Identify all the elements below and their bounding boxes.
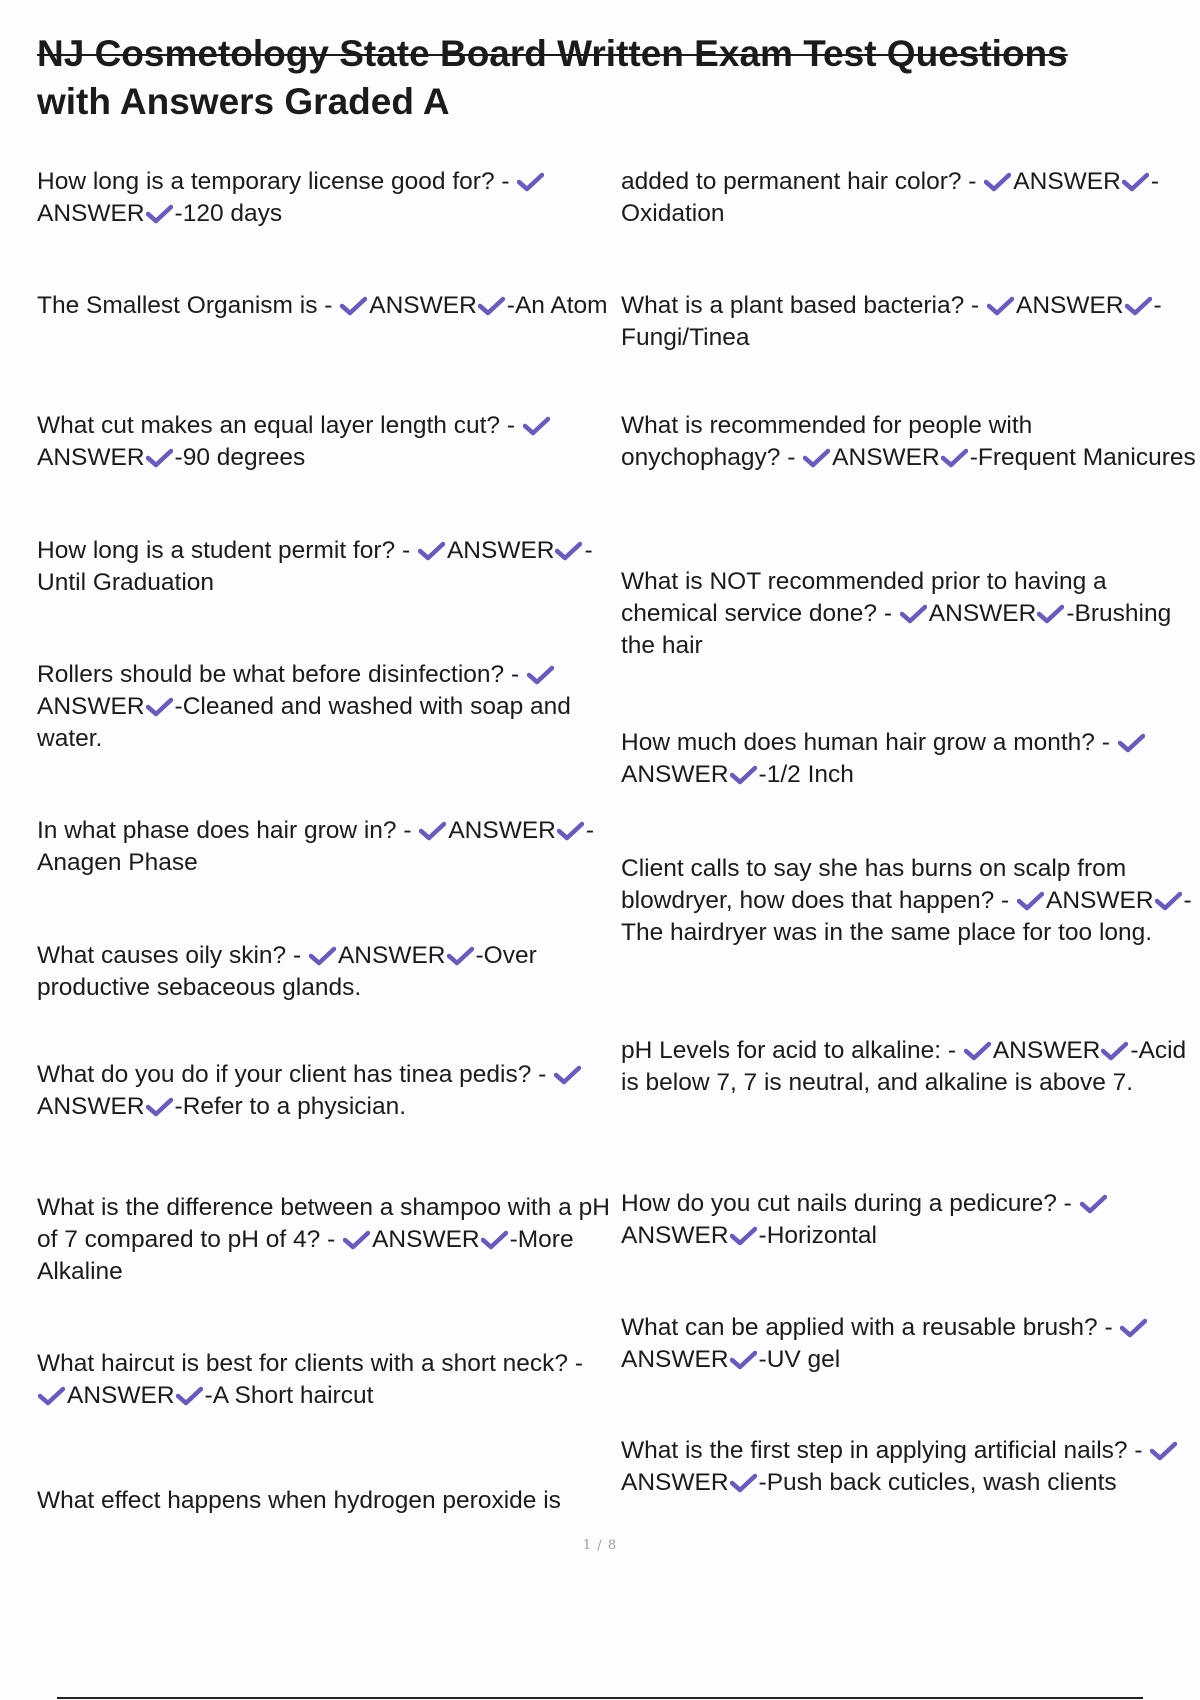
checkmark-icon: [941, 448, 968, 468]
answer-marker: ANSWER: [37, 200, 145, 227]
checkmark-icon: [557, 821, 584, 841]
qa-item: [37, 535, 612, 599]
question-text: What haircut is best for clients with a short neck? -: [37, 1350, 584, 1377]
page-number: 1 / 8: [582, 1538, 618, 1553]
question-text: How long is a student permit for? -: [37, 537, 411, 564]
qa-item: [37, 1348, 612, 1412]
answer-marker: ANSWER: [1013, 168, 1121, 195]
answer-marker: ANSWER: [621, 1346, 729, 1373]
answer-text: -The hairdryer was in the same place for too long.: [621, 887, 1192, 946]
question-text: What can be applied with a reusable brush? -: [621, 1314, 1113, 1341]
question-text: What causes oily skin? -: [37, 942, 302, 969]
answer-text: -Fungi/Tinea: [621, 292, 1162, 351]
checkmark-icon: [146, 204, 173, 224]
answer-marker: ANSWER: [1045, 887, 1154, 914]
answer-marker: ANSWER: [67, 1382, 175, 1409]
answer-marker: ANSWER: [37, 693, 145, 720]
checkmark-icon: [517, 172, 544, 192]
qa-item: [37, 1059, 612, 1123]
question-text: What cut makes an equal layer length cut? -: [37, 412, 516, 439]
checkmark-icon: [478, 296, 505, 316]
answer-marker: ANSWER: [928, 600, 1037, 627]
checkmark-icon: [418, 541, 445, 561]
checkmark-icon: [964, 1041, 991, 1061]
document-title: [37, 30, 1167, 126]
qa-item: [621, 566, 1196, 662]
answer-text: -Cleaned and washed with soap and water.: [37, 693, 571, 752]
question-text: What is a plant based bacteria? -: [621, 292, 980, 319]
checkmark-icon: [1017, 891, 1044, 911]
answer-text: -A Short haircut: [204, 1382, 374, 1409]
question-text: What do you do if your client has tinea pedis? -: [37, 1061, 547, 1088]
answer-marker: ANSWER: [621, 1469, 729, 1496]
answer-text: -1/2 Inch: [758, 761, 854, 788]
answer-marker: ANSWER: [37, 444, 145, 471]
checkmark-icon: [554, 1065, 581, 1085]
answer-text: -Anagen Phase: [37, 817, 595, 876]
qa-item: [37, 410, 612, 474]
answer-text: -Brushing the hair: [621, 600, 1172, 659]
question-text: How much does human hair grow a month? -: [621, 729, 1110, 756]
title-line-2: with Answers Graded A: [37, 81, 450, 122]
qa-item: [621, 410, 1196, 474]
qa-item: [621, 290, 1196, 354]
qa-item: [621, 853, 1196, 949]
title-line-1: NJ Cosmetology State Board Written Exam Test Questions: [37, 33, 1068, 74]
checkmark-icon: [1080, 1194, 1107, 1214]
page-bottom-rule: [57, 1697, 1143, 1699]
question-text: In what phase does hair grow in? -: [37, 817, 412, 844]
question-text: Client calls to say she has burns on scalp from blowdryer, how does that happen? -: [621, 855, 1127, 914]
checkmark-icon: [343, 1230, 370, 1250]
answer-text: -Refer to a physician.: [174, 1093, 407, 1120]
answer-text: -Frequent Manicures: [969, 444, 1196, 471]
answer-text: -UV gel: [758, 1346, 841, 1373]
checkmark-icon: [987, 296, 1014, 316]
question-text: How do you cut nails during a pedicure? -: [621, 1190, 1072, 1217]
qa-item: [37, 815, 612, 879]
qa-item: [621, 1035, 1196, 1099]
answer-text: -120 days: [174, 200, 283, 227]
question-text: How long is a temporary license good for? -: [37, 168, 510, 195]
checkmark-icon: [340, 296, 367, 316]
question-text: The Smallest Organism is -: [37, 292, 333, 319]
checkmark-icon: [900, 604, 927, 624]
question-text: What is the first step in applying artificial nails? -: [621, 1437, 1143, 1464]
answer-marker: ANSWER: [372, 1226, 480, 1253]
qa-item: [621, 1435, 1196, 1499]
qa-item: [37, 940, 612, 1004]
answer-marker: ANSWER: [992, 1037, 1101, 1064]
checkmark-icon: [1118, 733, 1145, 753]
question-text: What is recommended for people with onychophagy? -: [621, 412, 1033, 471]
qa-item: [37, 1192, 612, 1288]
checkmark-icon: [1122, 172, 1149, 192]
checkmark-icon: [523, 416, 550, 436]
checkmark-icon: [730, 765, 757, 785]
checkmark-icon: [176, 1386, 203, 1406]
answer-marker: ANSWER: [37, 1093, 145, 1120]
answer-text: -Acid is below 7, 7 is neutral, and alkaline is above 7.: [621, 1037, 1187, 1096]
question-text: What is the difference between a shampoo with a pH of 7 compared to pH of 4? -: [37, 1194, 610, 1253]
answer-marker: ANSWER: [621, 761, 729, 788]
qa-item: [621, 166, 1196, 230]
answer-text: -Push back cuticles, wash clients: [758, 1469, 1117, 1496]
question-text: Rollers should be what before disinfection? -: [37, 661, 520, 688]
checkmark-icon: [1120, 1318, 1147, 1338]
checkmark-icon: [527, 665, 554, 685]
checkmark-icon: [555, 541, 582, 561]
qa-item: [37, 290, 612, 322]
checkmark-icon: [447, 946, 474, 966]
checkmark-icon: [481, 1230, 508, 1250]
answer-text: -More Alkaline: [37, 1226, 574, 1285]
qa-item: [621, 727, 1196, 791]
question-text: added to permanent hair color? -: [621, 168, 977, 195]
qa-item: [621, 1188, 1196, 1252]
qa-item: [37, 659, 612, 755]
checkmark-icon: [1101, 1041, 1128, 1061]
answer-text: -An Atom: [506, 292, 608, 319]
checkmark-icon: [38, 1386, 65, 1406]
checkmark-icon: [984, 172, 1011, 192]
answer-marker: ANSWER: [1015, 292, 1124, 319]
answer-marker: ANSWER: [369, 292, 477, 319]
answer-marker: ANSWER: [448, 817, 556, 844]
question-text: What effect happens when hydrogen peroxide is: [37, 1487, 561, 1514]
checkmark-icon: [730, 1226, 757, 1246]
checkmark-icon: [1155, 891, 1182, 911]
checkmark-icon: [803, 448, 830, 468]
checkmark-icon: [1125, 296, 1152, 316]
checkmark-icon: [1150, 1441, 1177, 1461]
checkmark-icon: [419, 821, 446, 841]
checkmark-icon: [1037, 604, 1064, 624]
qa-item: [37, 166, 612, 230]
answer-text: -90 degrees: [174, 444, 306, 471]
checkmark-icon: [146, 448, 173, 468]
question-text: What is NOT recommended prior to having a chemical service done? -: [621, 568, 1107, 627]
question-text: pH Levels for acid to alkaline: -: [621, 1037, 956, 1064]
checkmark-icon: [309, 946, 336, 966]
answer-marker: ANSWER: [446, 537, 555, 564]
qa-item: [621, 1312, 1196, 1376]
answer-text: -Horizontal: [758, 1222, 878, 1249]
answer-marker: ANSWER: [337, 942, 446, 969]
answer-marker: ANSWER: [621, 1222, 729, 1249]
answer-text: -Over productive sebaceous glands.: [37, 942, 537, 1001]
answer-marker: ANSWER: [832, 444, 940, 471]
checkmark-icon: [146, 1097, 173, 1117]
answer-text: -Until Graduation: [37, 537, 593, 596]
checkmark-icon: [730, 1473, 757, 1493]
checkmark-icon: [730, 1350, 757, 1370]
qa-item: [37, 1485, 612, 1517]
answer-text: -Oxidation: [621, 168, 1159, 227]
checkmark-icon: [146, 697, 173, 717]
